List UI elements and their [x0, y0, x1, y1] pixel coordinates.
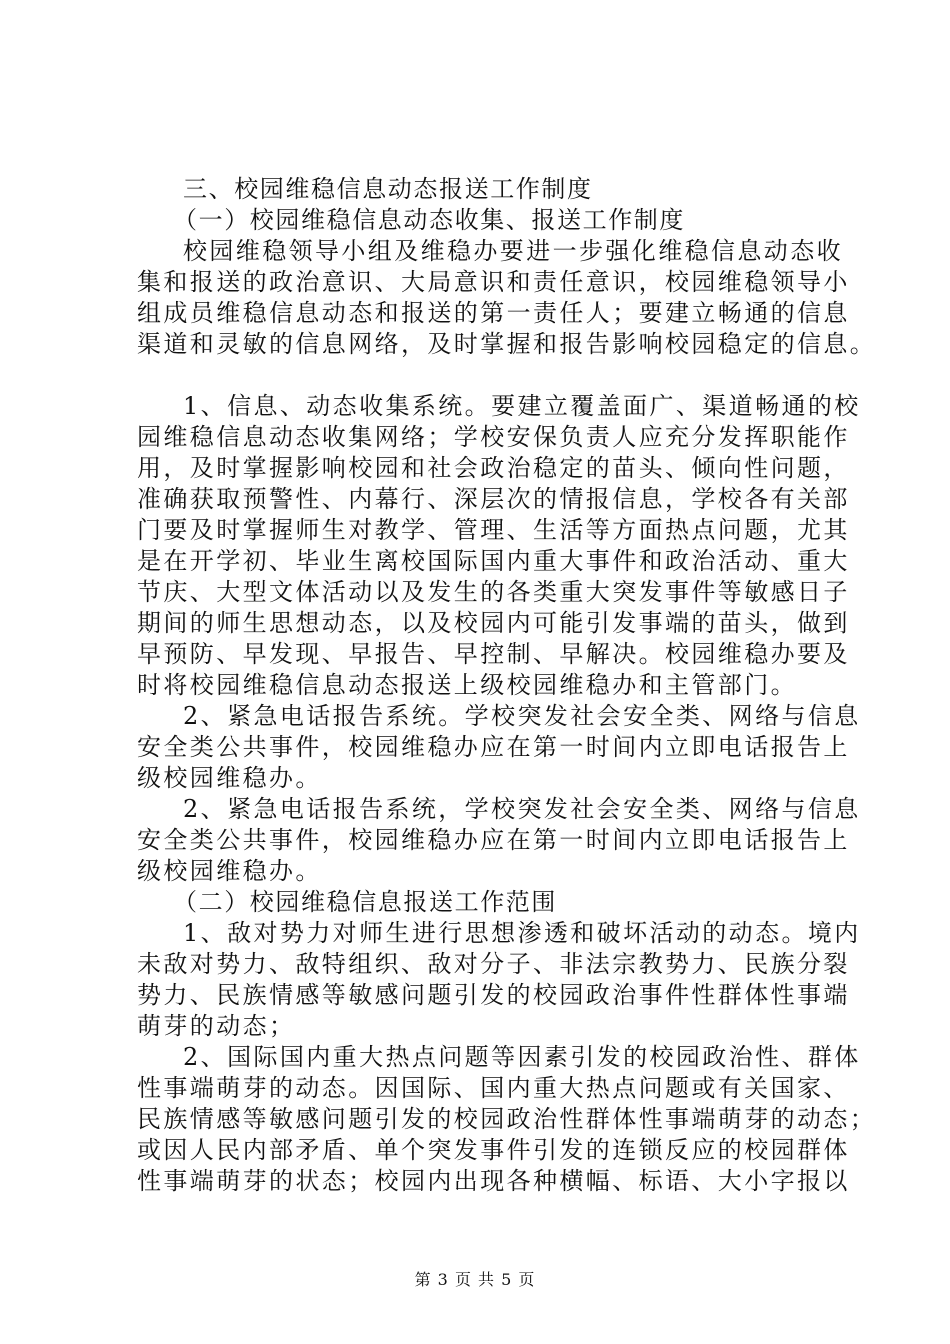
paragraph-line: 安全类公共事件，校园维稳办应在第一时间内立即电话报告上 — [137, 733, 850, 761]
paragraph-line: 门要及时掌握师生对教学、管理、生活等方面热点问题，尤其 — [137, 516, 850, 544]
paragraph-line: 校园维稳领导小组及维稳办要进一步强化维稳信息动态收 — [183, 237, 843, 265]
paragraph-line: 2、国际国内重大热点问题等因素引发的校园政治性、群体 — [183, 1043, 861, 1071]
paragraph-line: 节庆、大型文体活动以及发生的各类重大突发事件等敏感日子 — [137, 578, 850, 606]
paragraph-line: 未敌对势力、敌特组织、敌对分子、非法宗教势力、民族分裂 — [137, 950, 850, 978]
paragraph-line: 萌芽的动态； — [137, 1012, 296, 1040]
subsection-heading: （二）校园维稳信息报送工作范围 — [173, 888, 557, 916]
paragraph-line: 级校园维稳办。 — [137, 857, 322, 885]
paragraph-line: 时将校园维稳信息动态报送上级校园维稳办和主管部门。 — [137, 671, 797, 699]
page-number-footer: 第 3 页 共 5 页 — [414, 1270, 536, 1289]
paragraph-line: 用，及时掌握影响校园和社会政治稳定的苗头、倾向性问题， — [137, 454, 850, 482]
subsection-heading: （一）校园维稳信息动态收集、报送工作制度 — [173, 206, 685, 234]
section-heading: 三、校园维稳信息动态报送工作制度 — [183, 175, 593, 203]
paragraph-line: 渠道和灵敏的信息网络，及时掌握和报告影响校园稳定的信息。 — [137, 330, 877, 358]
paragraph-line: 2、紧急电话报告系统。学校突发社会安全类、网络与信息 — [183, 702, 861, 730]
paragraph-line: 1、信息、动态收集系统。要建立覆盖面广、渠道畅通的校 — [183, 392, 861, 420]
paragraph-line: 园维稳信息动态收集网络；学校安保负责人应充分发挥职能作 — [137, 423, 850, 451]
paragraph-line: 安全类公共事件，校园维稳办应在第一时间内立即电话报告上 — [137, 826, 850, 854]
paragraph-line: 是在开学初、毕业生离校国际国内重大事件和政治活动、重大 — [137, 547, 850, 575]
paragraph-line: 早预防、早发现、早报告、早控制、早解决。校园维稳办要及 — [137, 640, 850, 668]
paragraph-line: 或因人民内部矛盾、单个突发事件引发的连锁反应的校园群体 — [137, 1136, 850, 1164]
paragraph-line: 集和报送的政治意识、大局意识和责任意识，校园维稳领导小 — [137, 268, 850, 296]
paragraph-line: 期间的师生思想动态，以及校园内可能引发事端的苗头，做到 — [137, 609, 850, 637]
paragraph-line: 组成员维稳信息动态和报送的第一责任人；要建立畅通的信息 — [137, 299, 850, 327]
paragraph-line: 民族情感等敏感问题引发的校园政治性群体性事端萌芽的动态； — [137, 1105, 877, 1133]
paragraph-line: 级校园维稳办。 — [137, 764, 322, 792]
paragraph-line: 1、敌对势力对师生进行思想渗透和破坏活动的动态。境内 — [183, 919, 861, 947]
paragraph-line: 准确获取预警性、内幕行、深层次的情报信息，学校各有关部 — [137, 485, 850, 513]
paragraph-line: 性事端萌芽的状态；校园内出现各种横幅、标语、大小字报以 — [137, 1167, 850, 1195]
paragraph-line: 势力、民族情感等敏感问题引发的校园政治事件性群体性事端 — [137, 981, 850, 1009]
paragraph-line: 2、紧急电话报告系统，学校突发社会安全类、网络与信息 — [183, 795, 861, 823]
paragraph-line: 性事端萌芽的动态。因国际、国内重大热点问题或有关国家、 — [137, 1074, 850, 1102]
